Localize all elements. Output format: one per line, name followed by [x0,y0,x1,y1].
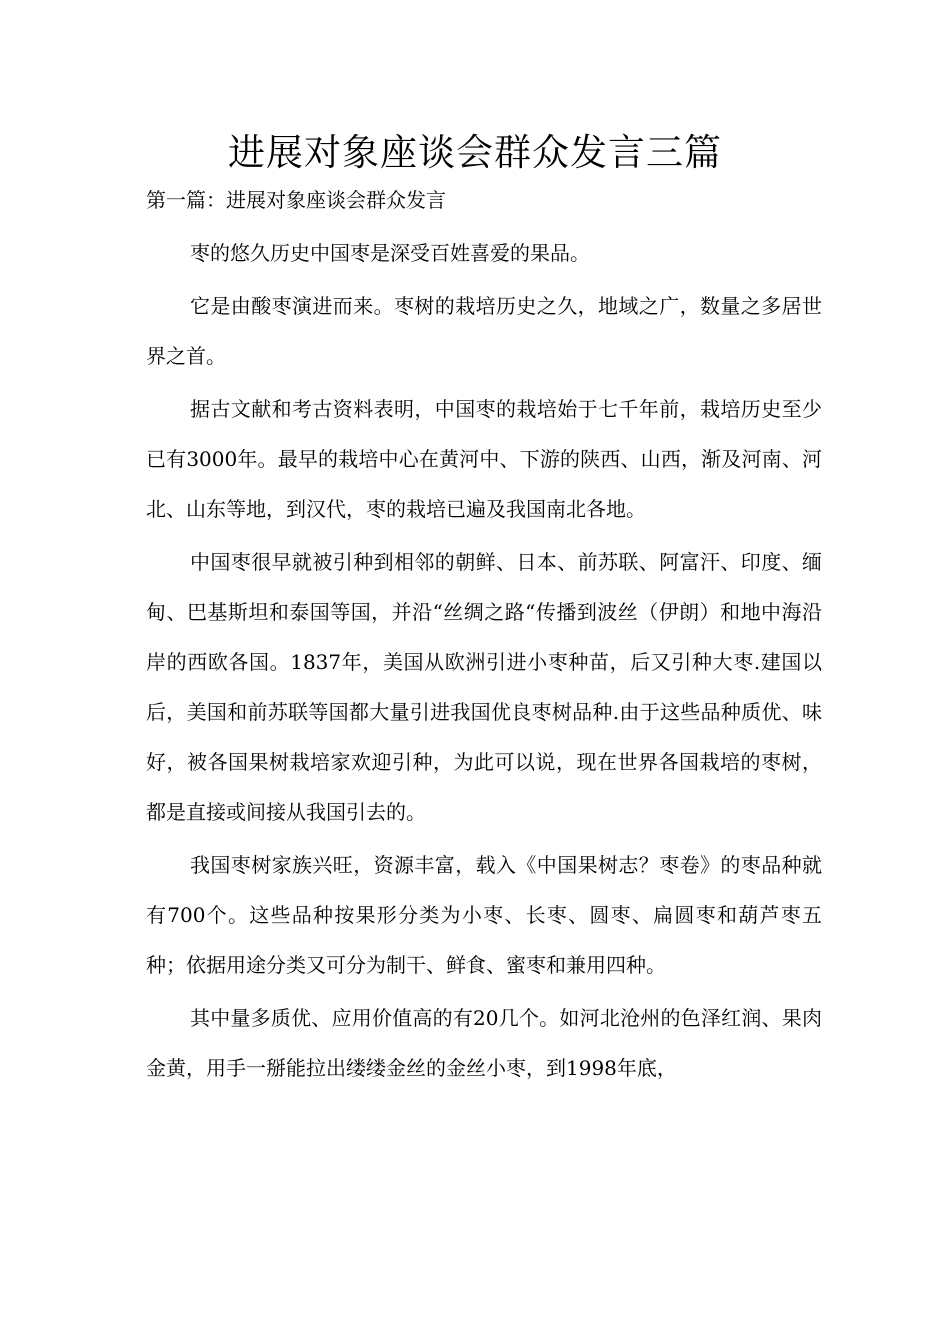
section-heading: 第一篇：进展对象座谈会群众发言 [146,188,446,212]
document-title: 进展对象座谈会群众发言三篇 [228,131,722,174]
paragraph-1: 枣的悠久历史中国枣是深受百姓喜爱的果品。 [190,241,590,265]
paragraph-5: 我国枣树家族兴旺，资源丰富，载入《中国果树志？枣卷》的枣品种就有700个。这些品种按果形分类为小枣、长枣、圆枣、扁圆枣和葫芦枣五种；依据用途分类又可分为制干、鲜食、蜜枣和兼用四种。 [146,853,822,977]
paragraph-2: 它是由酸枣演进而来。枣树的栽培历史之久，地域之广，数量之多居世界之首。 [146,294,822,368]
paragraph-6: 其中量多质优、应用价值高的有20几个。如河北沧州的色泽红润、果肉金黄，用手一掰能拉出缕缕金丝的金丝小枣，到1998年底， [146,1006,822,1080]
document-body [146,228,822,1096]
paragraph-4: 中国枣很早就被引种到相邻的朝鲜、日本、前苏联、阿富汗、印度、缅甸、巴基斯坦和泰国等国，并沿“丝绸之路“传播到波丝（伊朗）和地中海沿岸的西欧各国。1837年，美国从欧洲引进小枣种苗，后又引种大枣.建国以后，美国和前苏联等国都大量引进我国优良枣树品种.由于这些品种质优、味好，被各国果树栽培家欢迎引种，为此可以说，现在世界各国栽培的枣树，都是直接或间接从我国引去的。 [146,550,822,824]
paragraph-3: 据古文献和考古资料表明，中国枣的栽培始于七千年前，栽培历史至少已有3000年。最早的栽培中心在黄河中、下游的陕西、山西，渐及河南、河北、山东等地，到汉代，枣的栽培已遍及我国南北各地。 [146,397,822,521]
